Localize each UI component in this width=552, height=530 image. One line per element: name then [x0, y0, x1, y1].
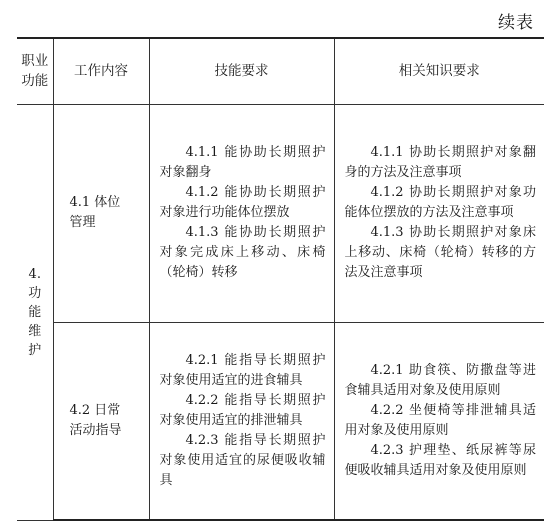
header-function: [17, 38, 53, 104]
skill-item: 4.1.1 能协助长期照护对象翻身: [159, 145, 326, 180]
skill-item: 4.1.3 能协助长期照护对象完成床上移动、床椅（轮椅）转移: [159, 225, 326, 280]
skill-item: 4.2.3 能指导长期照护对象使用适宜的尿便吸收辅具: [159, 432, 326, 488]
work-content-cell: [53, 104, 149, 322]
header-skill: 技能要求: [149, 38, 334, 104]
work-content-cell: [53, 322, 149, 520]
header-function-line1: 职业: [21, 53, 49, 70]
skill-item: 4.1.2 能协助长期照护对象进行功能体位摆放: [159, 185, 326, 220]
header-row: [17, 38, 544, 104]
header-work: 工作内容: [53, 38, 149, 104]
knowledge-item: 4.1.1 协助长期照护对象翻身的方法及注意事项: [344, 145, 536, 180]
work-content-line2: 管理: [69, 215, 96, 230]
continued-label: 续表: [498, 13, 534, 33]
skill-item: 4.2.2 能指导长期照护对象使用适宜的排泄辅具: [159, 392, 326, 428]
knowledge-cell: [334, 322, 544, 520]
skill-cell: [149, 104, 334, 322]
table-row: [17, 104, 544, 322]
work-content-line2: 活动指导: [69, 422, 122, 438]
header-knowledge: 相关知识要求: [334, 38, 544, 104]
knowledge-item: 4.1.3 协助长期照护对象床上移动、床椅（轮椅）转移的方法及注意事项: [344, 225, 536, 280]
knowledge-cell: [334, 104, 544, 322]
function-cell: [17, 104, 53, 520]
work-content-line1: 4.1 体位: [69, 195, 121, 210]
knowledge-item: 4.2.1 助食筷、防撒盘等进食辅具适用对象及使用原则: [344, 362, 536, 398]
table-row: [17, 322, 544, 520]
function-number: 4.: [28, 266, 41, 282]
function-name: 功能维护: [28, 285, 42, 358]
header-function-line2: 功能: [21, 73, 49, 90]
skill-item: 4.2.1 能指导长期照护对象使用适宜的进食辅具: [159, 352, 326, 388]
knowledge-item: 4.1.2 协助长期照护对象功能体位摆放的方法及注意事项: [344, 185, 536, 220]
work-content-line1: 4.2 日常: [69, 402, 121, 418]
skill-cell: [149, 322, 334, 520]
knowledge-item: 4.2.2 坐便椅等排泄辅具适用对象及使用原则: [344, 402, 536, 438]
knowledge-item: 4.2.3 护理垫、纸尿裤等尿便吸收辅具适用对象及使用原则: [344, 442, 536, 478]
skill-standard-table: [17, 37, 544, 521]
